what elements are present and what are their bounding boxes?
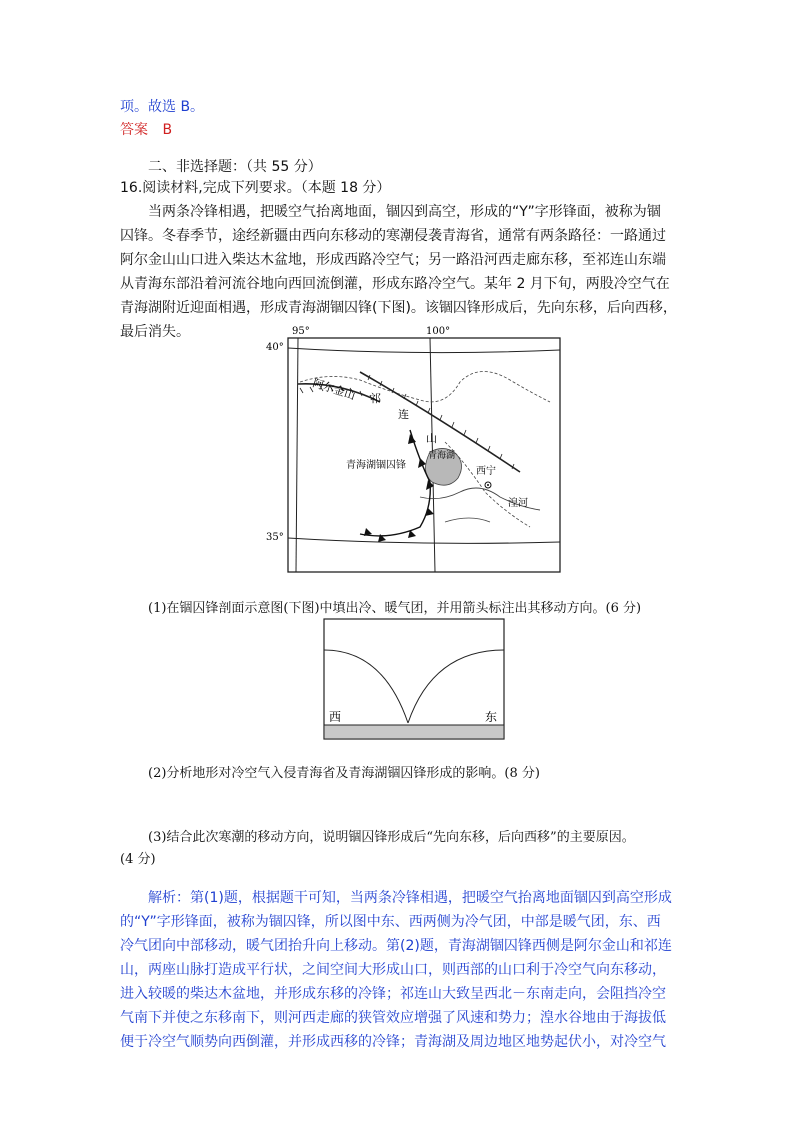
question-1: (1)在锢囚锋剖面示意图(下图)中填出冷、暖气团，并用箭头标注出其移动方向。(6 分) — [148, 601, 642, 616]
passage-line: 青海湖附近迎面相遇，形成青海湖锢囚锋(下图)。该锢囚锋形成后，先向东移，后向西移， — [120, 300, 677, 316]
answer-value: B — [162, 122, 173, 138]
east-label: 东 — [485, 710, 498, 724]
lat-label-40: 40° — [266, 342, 284, 353]
question-3-points: (4 分) — [120, 852, 156, 867]
ground-layer — [324, 725, 504, 739]
answer-label: 答案 — [120, 122, 148, 138]
analysis-line: 进入较暖的柴达木盆地，并形成东移的冷锋；祁连山大致呈西北－东南走向，会阻挡冷空 — [120, 986, 666, 1002]
parallel-40 — [288, 348, 560, 353]
answer-tail-line: 项。故选 B。 — [120, 99, 205, 115]
qilian-char-2: 连 — [398, 408, 409, 421]
river-branch — [445, 518, 490, 522]
analysis-line: 解析：第(1)题，根据题干可知，当两条冷锋相遇，把暖空气抬离地面锢囚到高空形成 — [148, 890, 672, 906]
map-frame — [288, 338, 560, 572]
lon-label-100: 100° — [426, 326, 451, 337]
occluded-front-line — [360, 430, 430, 536]
passage-line: 当两条冷锋相遇，把暖空气抬离地面，锢囚到高空，形成的“Y”字形锋面，被称为锢 — [148, 204, 661, 220]
lon-label-95: 95° — [292, 326, 310, 337]
front-marker — [364, 528, 372, 536]
section-frame — [324, 619, 504, 739]
analysis-line: 山，两座山脉打造成平行状，之间空间大形成山口，则西部的山口利于冷空气向东移动， — [120, 962, 666, 978]
lat-label-35: 35° — [266, 532, 284, 543]
passage-line: 囚锋。冬春季节，途经新疆由西向东移动的寒潮侵袭青海省，通常有两条路径：一路通过 — [120, 228, 666, 244]
qilian-char-1: 祁 — [370, 392, 381, 405]
analysis-line: 冷气团向中部移动，暖气团抬升向上移动。第(2)题，青海湖锢囚锋西侧是阿尔金山和祁连 — [120, 938, 672, 954]
analysis-line: 的“Y”字形锋面，被称为锢囚锋，所以图中东、西两侧为冷气团，中部是暖气团，东、西 — [120, 914, 661, 930]
lake-label: 青海湖 — [428, 451, 456, 461]
analysis-line: 便于冷空气顺势向西倒灌，并形成西移的冷锋；青海湖及周边地区地势起伏小，对冷空气 — [120, 1034, 666, 1050]
passage-line: 从青海东部沿着河流谷地向西回流倒灌，形成东路冷空气。某年 2 月下旬，两股冷空气在 — [120, 276, 670, 292]
west-label: 西 — [329, 710, 342, 724]
xining-dot — [487, 484, 489, 486]
section-heading: 二、非选择题：（共 55 分） — [148, 159, 322, 175]
city-label: 西宁 — [476, 466, 496, 477]
altun-label: 阿尔金山 — [311, 376, 357, 403]
answer-line — [120, 118, 700, 142]
analysis-line: 气南下并使之东移南下，则河西走廊的狭管效应增强了风速和势力；湟水谷地由于海拔低 — [120, 1010, 666, 1026]
passage-line: 阿尔金山山口进入柴达木盆地，形成西路冷空气；另一路沿河西走廊东移，至祁连山东端 — [120, 252, 666, 268]
qilian-char-3: 山 — [426, 432, 437, 445]
question-2: (2)分析地形对冷空气入侵青海省及青海湖锢囚锋形成的影响。(8 分) — [148, 766, 540, 781]
front-marker — [418, 458, 426, 468]
river-label: 湟河 — [508, 498, 528, 509]
meridian-95 — [296, 338, 298, 572]
front-cross-section — [323, 618, 505, 740]
question-3: (3)结合此次寒潮的移动方向，说明锢囚锋形成后“先向东移，后向西移”的主要原因。 — [148, 830, 635, 845]
passage-line: 最后消失。 — [120, 324, 190, 340]
parallel-35 — [288, 538, 560, 543]
qinghai-front-map — [266, 322, 570, 582]
front-label: 青海湖锢囚锋 — [346, 460, 406, 471]
question-16-title: 16.阅读材料,完成下列要求。（本题 18 分） — [120, 180, 391, 196]
